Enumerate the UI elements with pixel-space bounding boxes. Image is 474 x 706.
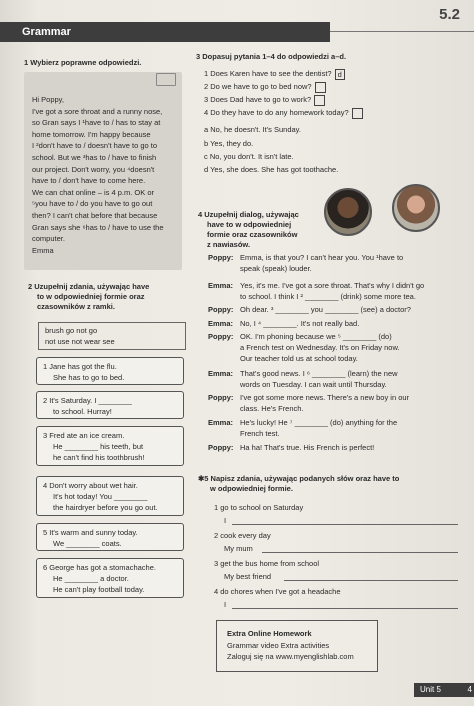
ex3-question-1: 1 Does Karen have to see the dentist? d bbox=[204, 68, 345, 80]
email-text: Hi Poppy, I've got a sore throat and a runny nose, so Gran says I ¹have to / has to stay at home tomorrow. I'm happy because I ²don't have to / doesn't have to go to school. But we ³has to / have to finish our project. Don't worry, you ⁴doesn't have to / don't have to come here. We can chat online – is 4 p.m. OK or ⁵you have to / do you have to go out then? I can't chat before that because Gran says she ⁶has to / have to use the computer. Emma bbox=[32, 95, 164, 255]
ex3-answer-a: a No, he doesn't. It's Sunday. bbox=[204, 125, 301, 134]
ex4-heading: 4 Uzupełnij dialog, używając have to w odpowiedniej formie oraz czasowników z nawiasów. bbox=[198, 210, 299, 249]
ex2-heading: 2 Uzupełnij zdania, używając have to w odpowiedniej formie oraz czasowników z ramki. bbox=[28, 282, 150, 311]
ex2-item-3: 3 Fred ate an ice cream. He ________ his teeth, but he can't find his toothbrush! bbox=[36, 426, 184, 466]
footer-unit: Unit 5 4 bbox=[414, 683, 474, 697]
ex3-answer-d: d Yes, she does. She has got toothache. bbox=[204, 165, 339, 174]
unit-number: 5.2 bbox=[439, 6, 460, 23]
ex2-item-2: 2 It's Saturday. I ________ to school. Hurray! bbox=[36, 391, 184, 419]
photo-girl-1 bbox=[324, 188, 372, 236]
ex5-heading: ✱5 Napisz zdania, używając podanych słów oraz have to w odpowiedniej formie. bbox=[198, 474, 400, 493]
section-title: Grammar bbox=[0, 22, 330, 42]
ex1-heading: 1 Wybierz poprawne odpowiedzi. bbox=[24, 58, 142, 67]
workbook-page: 5.2 Grammar 1 Wybierz poprawne odpowiedzi. Hi Poppy, I've got a sore throat and a runny nose, so Gran says I ¹have to / has to stay at home tomorrow. I'm happy because I ²don't have to / doesn't have to go to school. But we ³has to / have to finish our project. Don't worry, you ⁴doesn't have to / don't have to come here. We can chat online – is 4 p.m. OK or ⁵you have to / do you have to go out then? I can't chat before that because Gran says she ⁶has to / have to use the computer. Emma 2 Uzupełnij zdania, używając have to w odpowiedniej formie oraz czasowników z ramki. brush go not go not use not wear see 1 Jane has got the flu. She has to go to bed. 2 It's Saturday. I ________ to school. Hurray! 3 Fred ate an ice cream. He ________ his teeth, but he can't find his toothbrush! 4 Don't worry about wet hair. It's hot today! You ________ the hairdryer before you go out. 5 It's warm and sunny today. We ________ coats. 6 George has got a stomachache. He ________ a doctor. He can't play football today. 3 Dopasuj pytania 1–4 do odpowiedzi a–d. 1 Does Karen have to see the dentist? d 2 Do we have to go to bed now? 3 Does Dad have to go to work? 4 Do they have to do any homework today? a No, he doesn't. It's Sunday. b Yes, they do. c No, you don't. It isn't late. d Yes, she does. She has got toothache. 4 Uzupełnij dialog, używając have to w odpowiedniej formie oraz czasowników z nawiasów. Poppy: Emma, is that you? I can't hear you. You ¹have to speak (speak) louder. Emma: Yes, it's me. I've got a sore throat. That's why I didn't go to school. I think I ² ________ (drink) some more tea. Poppy: Oh dear. ³ ________ you ________ (see) a doctor? Emma: No, I ⁴ ________. It's not really bad. Poppy: OK. I'm phoning because we ⁵ ________ (do) a French test on Wednesday. It's on Friday now. Our teacher told us at school today. Emma: That's good news. I ⁶ ________ (learn) the new words on Tuesday. I can wait until Thursday. Poppy: I've got some more news. There's a new boy in our class. He's French. Emma: He's lucky! He ⁷ ________ (do) anything for the French test. Poppy: Ha ha! That's true. His French is perfect! ✱5 Napisz zdania, używając podanych słów oraz have to w odpowiedniej formie. 1 go to school on Saturday I 2 cook every day My mum 3 get the bus home from school My best friend 4 do chores when I've got a headache I Extra Online Homework Grammar video Extra activities Zaloguj się na www.myenglishlab.com Unit 5 4 bbox=[0, 0, 474, 706]
ex3-question-4: 4 Do they have to do any homework today? bbox=[204, 107, 363, 119]
ex2-item-1: 1 Jane has got the flu. She has to go to bed. bbox=[36, 357, 184, 385]
word-box: brush go not go not use not wear see bbox=[38, 322, 186, 350]
ex2-item-4: 4 Don't worry about wet hair. It's hot today! You ________ the hairdryer before you go out. bbox=[36, 476, 184, 516]
photo-girl-2 bbox=[392, 184, 440, 232]
ex3-question-2: 2 Do we have to go to bed now? bbox=[204, 81, 326, 93]
ex2-item-6: 6 George has got a stomachache. He ________ a doctor. He can't play football today. bbox=[36, 558, 184, 598]
ex3-question-3: 3 Does Dad have to go to work? bbox=[204, 94, 325, 106]
extra-online-homework: Extra Online Homework Grammar video Extra activities Zaloguj się na www.myenglishlab.com bbox=[216, 620, 378, 672]
divider bbox=[330, 31, 474, 32]
ex3-answer-c: c No, you don't. It isn't late. bbox=[204, 152, 294, 161]
ex3-heading: 3 Dopasuj pytania 1–4 do odpowiedzi a–d. bbox=[196, 52, 347, 61]
ex3-answer-b: b Yes, they do. bbox=[204, 139, 254, 148]
envelope-icon bbox=[156, 73, 176, 86]
ex2-item-5: 5 It's warm and sunny today. We ________ coats. bbox=[36, 523, 184, 551]
